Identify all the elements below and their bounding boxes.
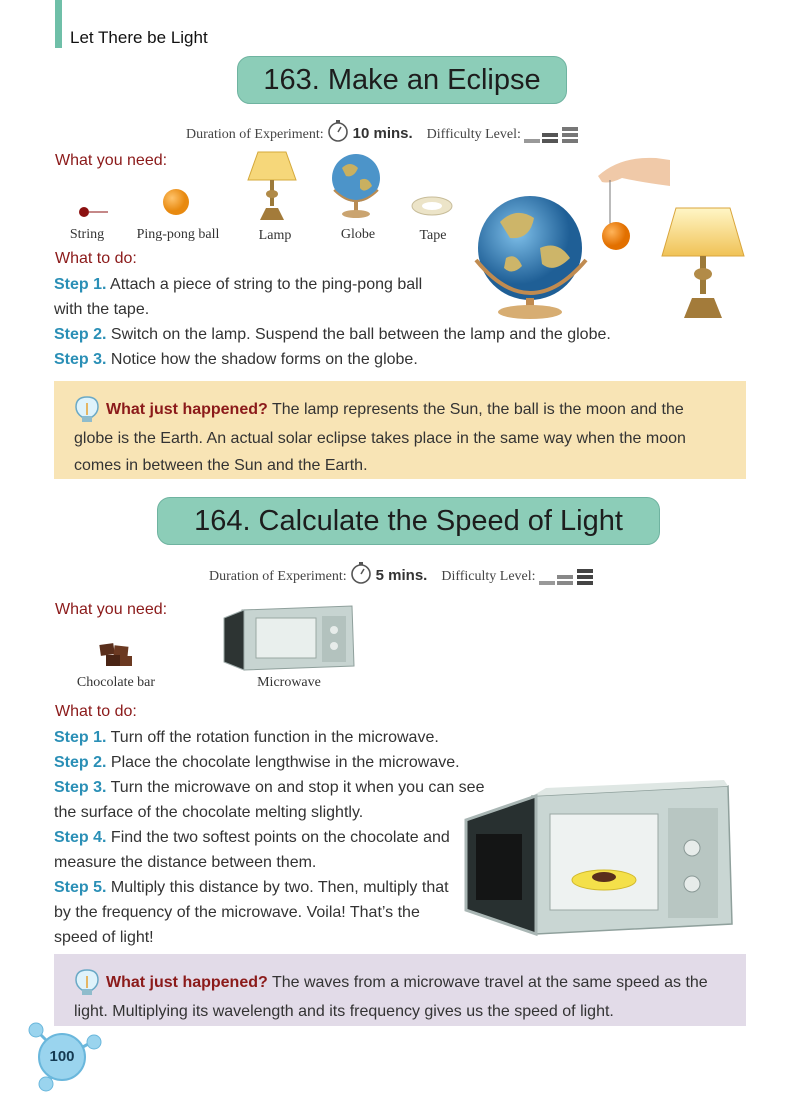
lightbulb-icon bbox=[74, 968, 100, 998]
page-number: 100 bbox=[38, 1033, 86, 1081]
step-label: Step 1. bbox=[54, 729, 107, 746]
tape-icon bbox=[410, 192, 456, 220]
chapter-accent-bar bbox=[55, 0, 62, 48]
experiment-164-step-3 bbox=[54, 775, 509, 825]
step-label: Step 2. bbox=[54, 754, 107, 771]
item-label-tape: Tape bbox=[419, 228, 447, 243]
experiment-163-meta bbox=[186, 119, 578, 145]
experiment-163-needs-heading: What you need: bbox=[55, 152, 168, 169]
experiment-164-step-5 bbox=[54, 875, 449, 950]
duration-value: 10 mins. bbox=[352, 125, 413, 142]
difficulty-label: Difficulty Level: bbox=[441, 569, 536, 584]
experiment-164-step-4 bbox=[54, 825, 454, 875]
what-happened-label: What just happened? bbox=[106, 401, 268, 419]
lightbulb-icon bbox=[74, 395, 100, 425]
experiment-163-what-happened-box bbox=[54, 381, 746, 479]
microwave-illustration bbox=[462, 780, 738, 950]
experiment-164-what-happened-box bbox=[54, 954, 746, 1026]
experiment-164-title: 164. Calculate the Speed of Light bbox=[157, 497, 660, 545]
step-label: Step 1. bbox=[54, 276, 107, 293]
experiment-164-needs-heading: What you need: bbox=[55, 601, 168, 618]
stopwatch-icon bbox=[350, 561, 372, 585]
duration-label: Duration of Experiment: bbox=[209, 569, 347, 584]
step-text: Multiply this distance by two. Then, multiply that by the frequency of the microwave. Voila! That’s the speed of light! bbox=[54, 879, 449, 946]
experiment-163-todo-heading: What to do: bbox=[55, 250, 137, 267]
step-text: Turn the microwave on and stop it when you can see the surface of the chocolate melting slightly. bbox=[54, 779, 485, 821]
stopwatch-icon bbox=[327, 119, 349, 143]
microwave-small-icon bbox=[222, 604, 356, 672]
difficulty-level-icon bbox=[539, 567, 593, 587]
experiment-164-step-2 bbox=[54, 750, 514, 775]
lamp-icon bbox=[246, 150, 298, 222]
experiment-163-step-1 bbox=[54, 272, 444, 322]
item-label-globe: Globe bbox=[340, 227, 376, 242]
experiment-164-steps bbox=[54, 725, 514, 950]
experiment-163-step-2 bbox=[54, 322, 734, 347]
eclipse-setup-illustration bbox=[470, 148, 750, 320]
step-text: Place the chocolate lengthwise in the microwave. bbox=[110, 754, 460, 771]
step-text: Switch on the lamp. Suspend the ball between the lamp and the globe. bbox=[110, 326, 611, 343]
what-happened-label: What just happened? bbox=[106, 974, 268, 992]
step-label: Step 4. bbox=[54, 829, 107, 846]
string-icon bbox=[70, 200, 110, 222]
step-text: Turn off the rotation function in the microwave. bbox=[110, 729, 439, 746]
item-label-chocolate-bar: Chocolate bar bbox=[76, 675, 156, 690]
what-happened-text: The waves from a microwave travel at the same speed as the light. Multiplying its wavelength and its frequency gives us the speed of light. bbox=[74, 974, 708, 1020]
step-text: Notice how the shadow forms on the globe. bbox=[110, 351, 418, 368]
step-label: Step 3. bbox=[54, 351, 107, 368]
experiment-163-step-3 bbox=[54, 347, 734, 372]
what-happened-text: The lamp represents the Sun, the ball is the moon and the globe is the Earth. An actual solar eclipse takes place in the same way when the moon comes in between the Sun and the Earth. bbox=[74, 401, 686, 474]
experiment-164-step-1 bbox=[54, 725, 514, 750]
experiment-164-todo-heading: What to do: bbox=[55, 703, 137, 720]
step-text: Find the two softest points on the chocolate and measure the distance between them. bbox=[54, 829, 450, 871]
difficulty-level-icon bbox=[524, 125, 578, 145]
item-label-ping-pong-ball: Ping-pong ball bbox=[136, 227, 220, 242]
difficulty-label: Difficulty Level: bbox=[426, 127, 521, 142]
experiment-164-meta bbox=[209, 561, 593, 587]
experiment-163-title: 163. Make an Eclipse bbox=[237, 56, 567, 104]
chocolate-bar-icon bbox=[96, 640, 136, 670]
duration-value: 5 mins. bbox=[375, 567, 428, 584]
chapter-title: Let There be Light bbox=[70, 28, 208, 47]
item-label-string: String bbox=[69, 227, 105, 242]
step-text: Attach a piece of string to the ping-pong ball with the tape. bbox=[54, 276, 423, 318]
globe-icon bbox=[328, 150, 384, 220]
ping-pong-ball-icon bbox=[162, 188, 190, 216]
step-label: Step 3. bbox=[54, 779, 107, 796]
step-label: Step 5. bbox=[54, 879, 107, 896]
item-label-lamp: Lamp bbox=[258, 228, 292, 243]
duration-label: Duration of Experiment: bbox=[186, 127, 324, 142]
item-label-microwave: Microwave bbox=[257, 675, 321, 690]
step-label: Step 2. bbox=[54, 326, 107, 343]
